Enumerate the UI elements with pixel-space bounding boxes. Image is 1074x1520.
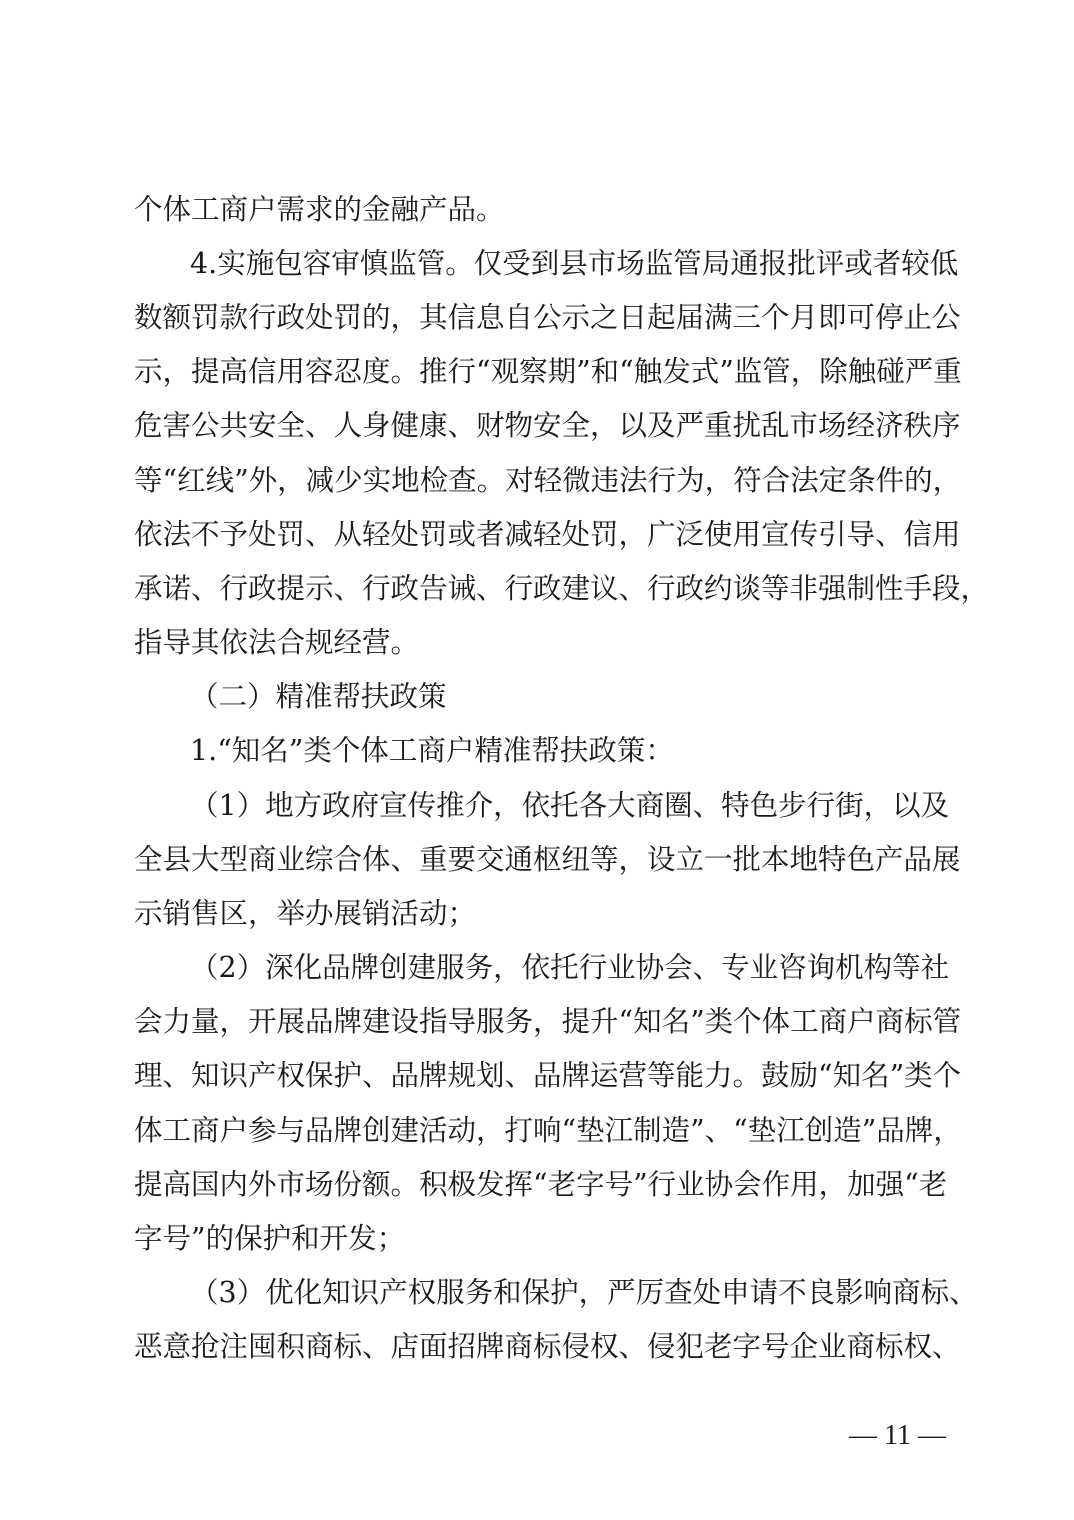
body-line: 全县大型商业综合体、重要交通枢纽等，设立一批本地特色产品展 <box>134 843 961 876</box>
body-line: 恶意抢注囤积商标、店面招牌商标侵权、侵犯老字号企业商标权、 <box>134 1330 961 1363</box>
body-line: 字号”的保护和开发； <box>134 1222 406 1255</box>
body-line: 理、知识产权保护、品牌规划、品牌运营等能力。鼓励“知名”类个 <box>134 1059 962 1092</box>
body-line: 数额罚款行政处罚的，其信息自公示之日起届满三个月即可停止公 <box>134 301 961 334</box>
page-number: — 11 — <box>849 1420 946 1451</box>
section-heading: （二）精准帮扶政策 <box>190 680 447 713</box>
body-line: （3）优化知识产权服务和保护，严厉查处申请不良影响商标、 <box>190 1276 978 1309</box>
body-line: 会力量，开展品牌建设指导服务，提升“知名”类个体工商户商标管 <box>134 1005 962 1038</box>
body-line: （1）地方政府宣传推介，依托各大商圈、特色步行街，以及 <box>190 789 950 822</box>
body-line: 个体工商户需求的金融产品。 <box>134 193 505 226</box>
body-line: 示销售区，举办展销活动； <box>134 897 477 930</box>
body-line: 示，提高信用容忍度。推行“观察期”和“触发式”监管，除触碰严重 <box>134 355 962 388</box>
body-line: 依法不予处罚、从轻处罚或者减轻处罚，广泛使用宣传引导、信用 <box>134 518 961 551</box>
body-line: 体工商户参与品牌创建活动，打响“垫江制造”、“垫江创造”品牌， <box>134 1114 962 1147</box>
body-line: 等“红线”外，减少实地检查。对轻微违法行为，符合法定条件的， <box>134 464 962 497</box>
subsection-heading: 1.“知名”类个体工商户精准帮扶政策： <box>190 734 674 767</box>
body-line: 指导其依法合规经营。 <box>134 626 420 659</box>
body-line: （2）深化品牌创建服务，依托行业协会、专业咨询机构等社 <box>190 951 950 984</box>
body-line: 危害公共安全、人身健康、财物安全，以及严重扰乱市场经济秩序 <box>134 409 961 442</box>
body-line: 4.实施包容审慎监管。仅受到县市场监管局通报批评或者较低 <box>190 247 959 280</box>
body-line: 承诺、行政提示、行政告诫、行政建议、行政约谈等非强制性手段， <box>134 572 990 605</box>
body-line: 提高国内外市场份额。积极发挥“老字号”行业协会作用，加强“老 <box>134 1168 948 1201</box>
